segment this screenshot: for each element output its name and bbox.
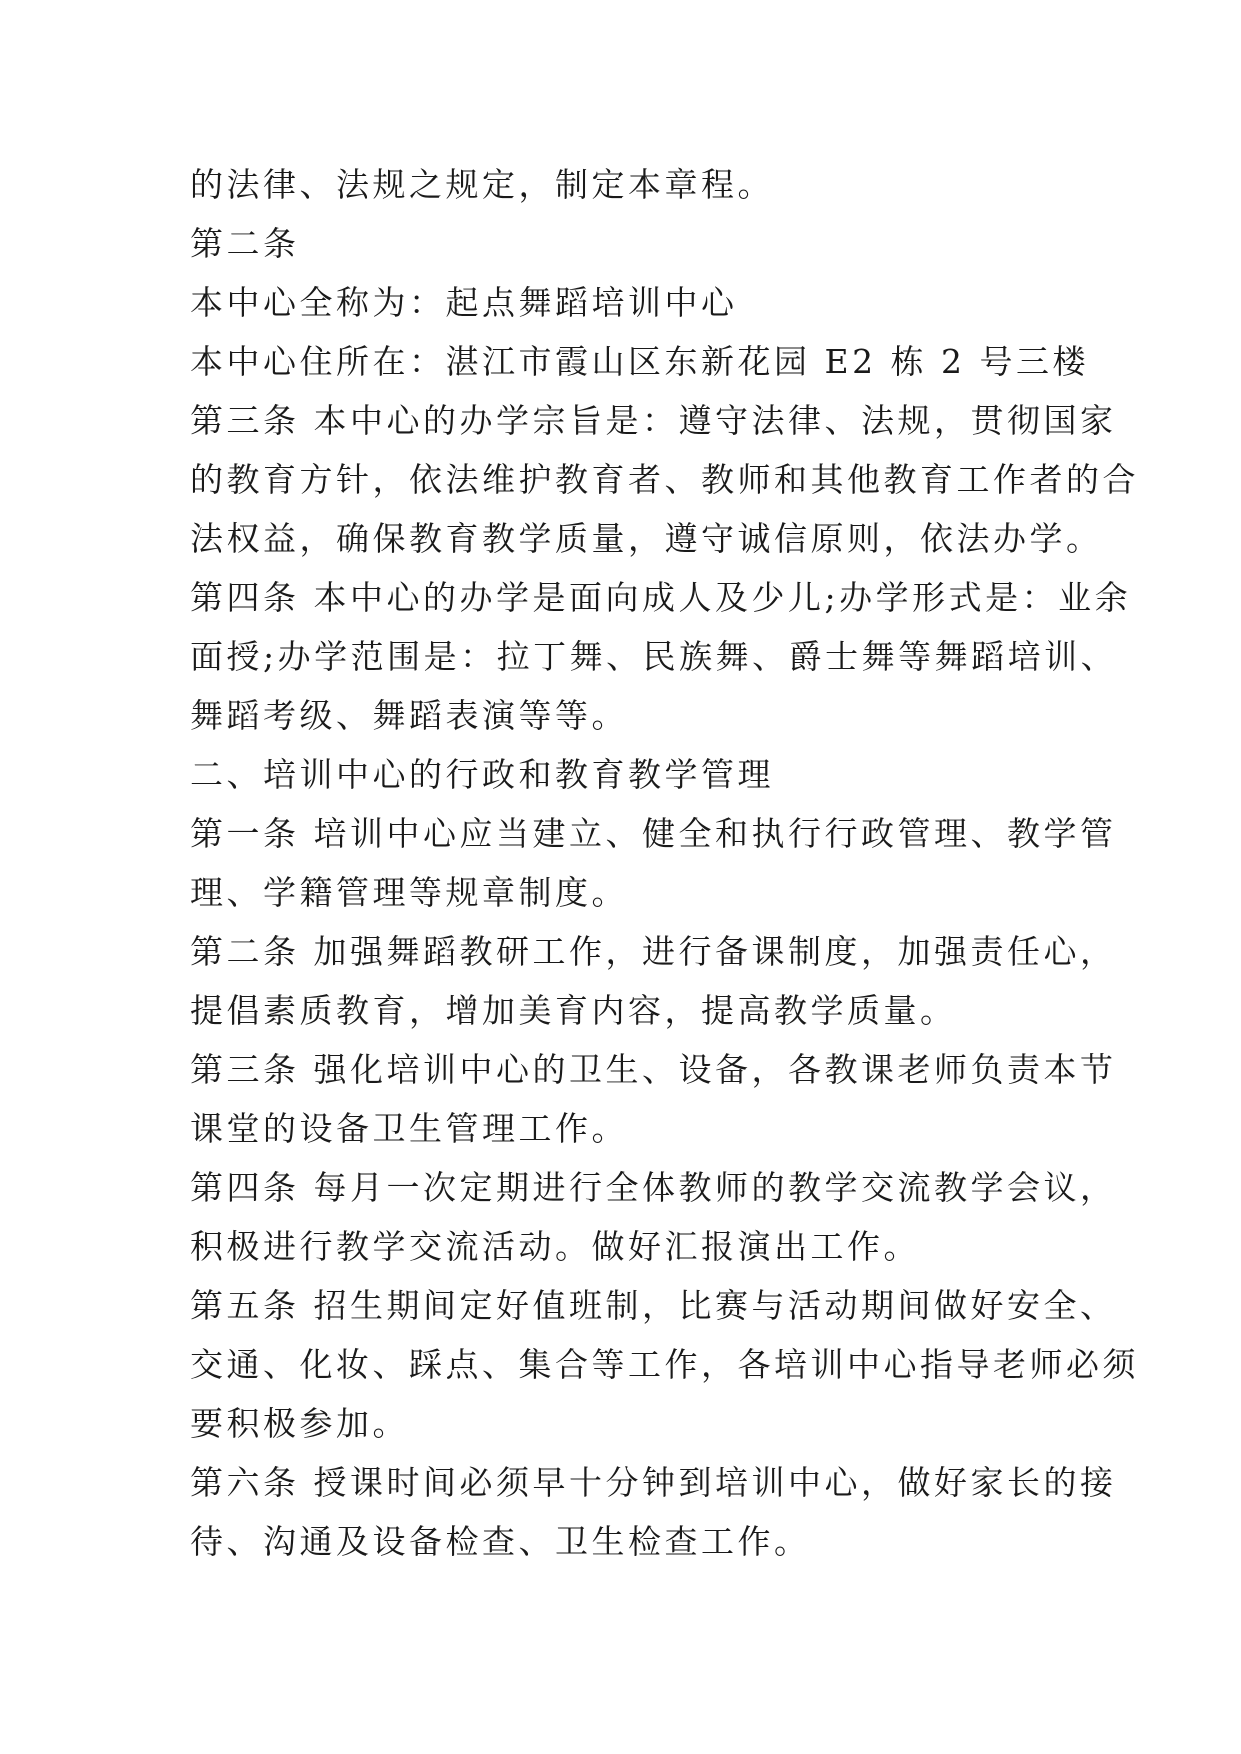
text-line: 第二条 加强舞蹈教研工作，进行备课制度，加强责任心， — [190, 932, 1117, 971]
text-line: 面授;办学范围是：拉丁舞、民族舞、爵士舞等舞蹈培训、 — [190, 637, 1118, 676]
text-line: 本中心全称为：起点舞蹈培训中心 — [190, 283, 738, 322]
text-line: 舞蹈考级、舞蹈表演等等。 — [190, 696, 628, 735]
text-line: 提倡素质教育，增加美育内容，提高教学质量。 — [190, 991, 957, 1030]
text-line: 第三条 强化培训中心的卫生、设备，各教课老师负责本节 — [190, 1050, 1117, 1089]
document-body — [190, 155, 1139, 1571]
text-line: 的法律、法规之规定，制定本章程。 — [190, 165, 774, 204]
text-line: 第一条 培训中心应当建立、健全和执行行政管理、教学管 — [190, 814, 1117, 853]
text-line: 第四条 本中心的办学是面向成人及少儿;办学形式是：业余 — [190, 578, 1132, 617]
text-line: 第四条 每月一次定期进行全体教师的教学交流教学会议， — [190, 1168, 1117, 1207]
text-line: 本中心住所在：湛江市霞山区东新花园 E2 栋 2 号三楼 — [190, 342, 1090, 381]
text-line: 课堂的设备卫生管理工作。 — [190, 1109, 628, 1148]
text-line: 积极进行教学交流活动。做好汇报演出工作。 — [190, 1227, 920, 1266]
text-line: 第五条 招生期间定好值班制，比赛与活动期间做好安全、 — [190, 1286, 1117, 1325]
text-line: 的教育方针，依法维护教育者、教师和其他教育工作者的合 — [190, 460, 1139, 499]
text-line: 交通、化妆、踩点、集合等工作，各培训中心指导老师必须 — [190, 1345, 1139, 1384]
text-line: 第二条 — [190, 224, 300, 263]
text-line: 理、学籍管理等规章制度。 — [190, 873, 628, 912]
text-line: 待、沟通及设备检查、卫生检查工作。 — [190, 1522, 811, 1561]
text-line: 第六条 授课时间必须早十分钟到培训中心，做好家长的接 — [190, 1463, 1117, 1502]
section-heading: 二、培训中心的行政和教育教学管理 — [190, 755, 774, 794]
text-line: 第三条 本中心的办学宗旨是：遵守法律、法规，贯彻国家 — [190, 401, 1117, 440]
text-line: 要积极参加。 — [190, 1404, 409, 1443]
text-line: 法权益，确保教育教学质量，遵守诚信原则，依法办学。 — [190, 519, 1103, 558]
